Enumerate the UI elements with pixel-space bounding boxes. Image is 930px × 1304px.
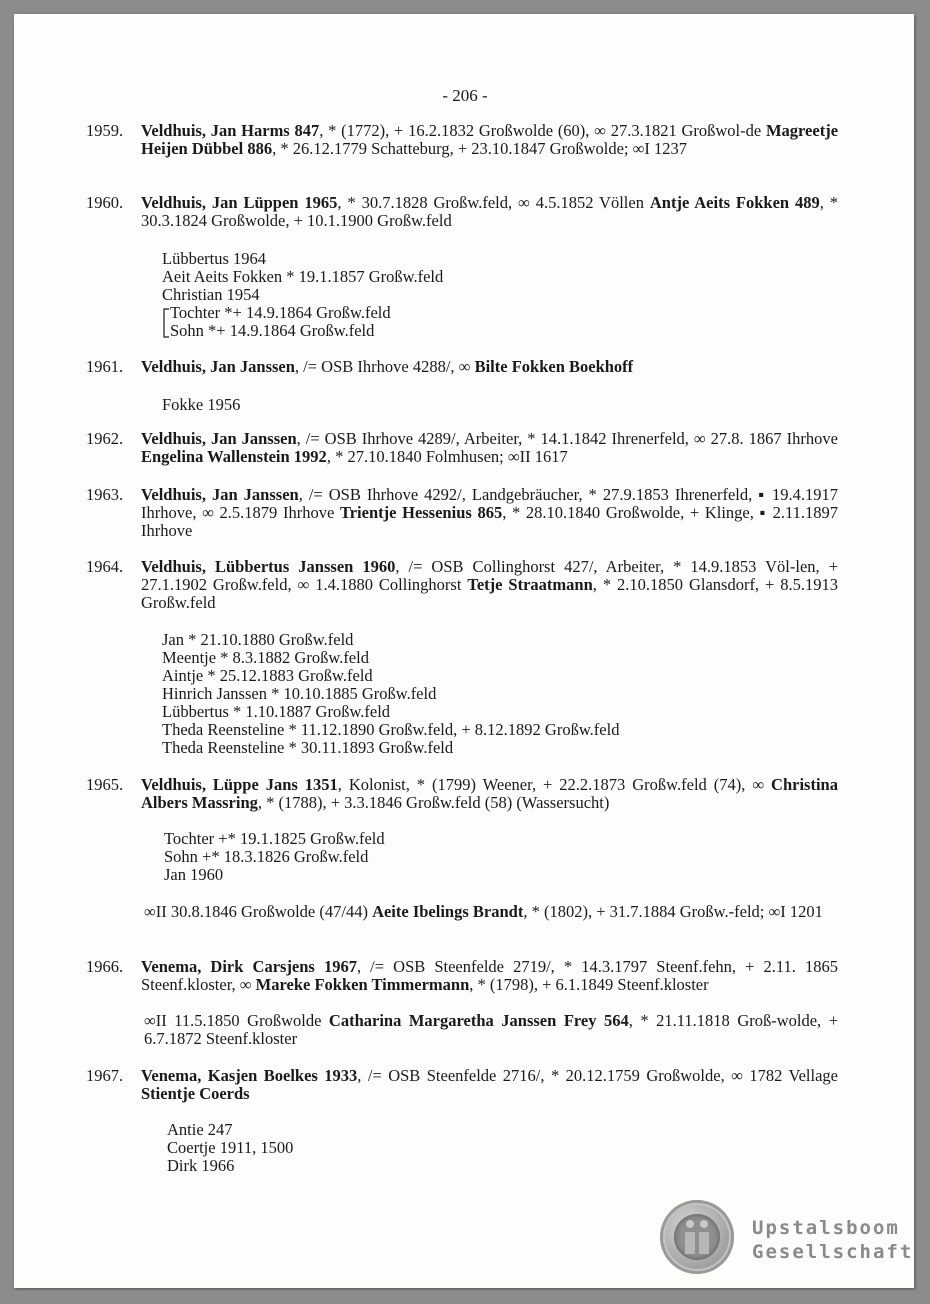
child-item: Antie 247 bbox=[167, 1120, 233, 1139]
child-item: Aeit Aeits Fokken * 19.1.1857 Großw.feld bbox=[162, 267, 444, 286]
marriage-spouse: Catharina Margaretha Janssen Frey 564 bbox=[328, 1011, 629, 1030]
entry-details: , * 30.7.1828 Großw.feld, ∞ 4.5.1852 Völlen bbox=[337, 193, 650, 212]
marriage-details: ∞II 30.8.1846 Großwolde (47/44) bbox=[144, 902, 373, 921]
child-item: Theda Reensteline * 11.12.1890 Großw.feld, + 8.12.1892 Großw.feld bbox=[162, 720, 620, 739]
entry-1963 bbox=[86, 486, 838, 540]
entry-person: Veldhuis, Jan Janssen bbox=[141, 357, 295, 376]
entry-spouse: Trientje Hessenius 865 bbox=[339, 503, 503, 522]
entry-person: Veldhuis, Lüppe Jans 1351 bbox=[141, 775, 338, 794]
child-item: Sohn +* 18.3.1826 Großw.feld bbox=[164, 847, 369, 866]
seal-icon bbox=[660, 1200, 734, 1274]
entry-person: Veldhuis, Lübbertus Janssen 1960 bbox=[141, 557, 396, 576]
page-number: - 206 - bbox=[442, 86, 488, 105]
entry-details: , * 2.10.1850 Glansdorf, + 8.5.1913 Großw.feld bbox=[141, 575, 838, 612]
entry-details: , * 28.10.1840 Großwolde, + Klinge, ▪ 2.11.1897 Ihrhove bbox=[141, 503, 839, 540]
entry-person: Veldhuis, Jan Janssen bbox=[141, 429, 297, 448]
child-item: Tochter +* 19.1.1825 Großw.feld bbox=[164, 829, 385, 848]
entry-person: Venema, Dirk Carsjens 1967 bbox=[141, 957, 357, 976]
entry-number: 1964. bbox=[86, 557, 124, 576]
entry-number: 1959. bbox=[86, 121, 124, 140]
child-item: Jan * 21.10.1880 Großw.feld bbox=[162, 630, 354, 649]
entry-spouse: Bilte Fokken Boekhoff bbox=[474, 357, 634, 376]
marriage-details: , * (1802), + 31.7.1884 Großw.-feld; ∞I 1201 bbox=[523, 902, 823, 921]
entry-number: 1962. bbox=[86, 429, 124, 448]
child-item: Dirk 1966 bbox=[167, 1156, 235, 1175]
children-list bbox=[162, 631, 619, 757]
child-item: Hinrich Janssen * 10.10.1885 Großw.feld bbox=[162, 684, 437, 703]
twin-bracket-icon bbox=[162, 308, 170, 338]
entry-number: 1961. bbox=[86, 357, 124, 376]
child-item: Aintje * 25.12.1883 Großw.feld bbox=[162, 666, 373, 685]
entry-1960 bbox=[86, 194, 838, 230]
entry-details: , * (1788), + 3.3.1846 Großw.feld (58) (Wassersucht) bbox=[257, 793, 610, 812]
logo-wordmark bbox=[752, 1216, 913, 1264]
entry-number: 1966. bbox=[86, 957, 124, 976]
child-item: Jan 1960 bbox=[164, 865, 224, 884]
marriage-details: ∞II 11.5.1850 Großwolde bbox=[144, 1011, 329, 1030]
entry-number: 1963. bbox=[86, 485, 124, 504]
entry-1959 bbox=[86, 122, 838, 158]
entry-spouse: Mareke Fokken Timmermann bbox=[255, 975, 470, 994]
child-item: Sohn *+ 14.9.1864 Großw.feld bbox=[170, 321, 375, 340]
society-logo bbox=[660, 1200, 914, 1274]
children-list bbox=[164, 830, 385, 884]
entry-details: , /= OSB Steenfelde 2716/, * 20.12.1759 Großwolde, ∞ 1782 Vellage bbox=[357, 1066, 838, 1085]
children-list bbox=[162, 250, 443, 340]
child-item: Meentje * 8.3.1882 Großw.feld bbox=[162, 648, 369, 667]
entry-details: , * (1798), + 6.1.1849 Steenf.kloster bbox=[469, 975, 709, 994]
entry-details: , Kolonist, * (1799) Weener, + 22.2.1873 Großw.feld (74), ∞ bbox=[337, 775, 772, 794]
entry-1965 bbox=[86, 776, 838, 812]
entry-details: , /= OSB Collinghorst 427/, Arbeiter, * 14.9.1853 Völ-len, + 27.1.1902 Großw.feld, ∞ 1.4.1880 Collinghorst bbox=[141, 557, 839, 594]
entry-person: Venema, Kasjen Boelkes 1933 bbox=[141, 1066, 358, 1085]
entry-details: , /= OSB Ihrhove 4288/, ∞ bbox=[294, 357, 475, 376]
child-item: Tochter *+ 14.9.1864 Großw.feld bbox=[170, 303, 391, 322]
second-marriage bbox=[144, 1012, 838, 1048]
figures-icon bbox=[682, 1218, 712, 1256]
marriage-spouse: Aeite Ibelings Brandt bbox=[372, 902, 524, 921]
entry-details: , * 30.3.1824 Großwolde, + 10.1.1900 Großw.feld bbox=[141, 193, 839, 230]
entry-spouse: Stientje Coerds bbox=[141, 1084, 250, 1103]
entry-details: , * (1772), + 16.2.1832 Großwolde (60), ∞ 27.3.1821 Großwol-de bbox=[319, 121, 766, 140]
entry-1962 bbox=[86, 430, 838, 466]
child-item: Theda Reensteline * 30.11.1893 Großw.feld bbox=[162, 738, 454, 757]
children-list bbox=[167, 1121, 293, 1175]
child-item: Fokke 1956 bbox=[162, 395, 241, 414]
entry-spouse: Antje Aeits Fokken 489 bbox=[649, 193, 820, 212]
child-item: Coertje 1911, 1500 bbox=[167, 1138, 294, 1157]
entry-spouse: Christina Albers Massring bbox=[141, 775, 838, 812]
entry-spouse: Tetje Straatmann bbox=[467, 575, 593, 594]
child-item: Lübbertus * 1.10.1887 Großw.feld bbox=[162, 702, 391, 721]
entry-number: 1967. bbox=[86, 1066, 124, 1085]
entry-1961 bbox=[86, 358, 838, 376]
entry-person: Veldhuis, Jan Janssen bbox=[141, 485, 299, 504]
entry-details: , /= OSB Steenfelde 2719/, * 14.3.1797 Steenf.fehn, + 2.11. 1865 Steenf.kloster, ∞ bbox=[141, 957, 838, 994]
entry-number: 1960. bbox=[86, 193, 124, 212]
entry-1966 bbox=[86, 958, 838, 994]
logo-line-1: Upstalsboom bbox=[752, 1217, 900, 1239]
entry-1967 bbox=[86, 1067, 838, 1103]
entry-spouse: Engelina Wallenstein 1992 bbox=[141, 447, 327, 466]
entry-person: Veldhuis, Jan Lüppen 1965 bbox=[141, 193, 338, 212]
entry-details: , /= OSB Ihrhove 4292/, Landgebräucher, * 27.9.1853 Ihrenerfeld, ▪ 19.4.1917 Ihrhove, ∞ 2.5.1879 Ihrhove bbox=[141, 485, 839, 522]
marriage-details: , * 21.11.1818 Groß-wolde, + 6.7.1872 Steenf.kloster bbox=[144, 1011, 838, 1048]
child-item: Lübbertus 1964 bbox=[162, 249, 267, 268]
entry-1964 bbox=[86, 558, 838, 612]
entry-details: , /= OSB Ihrhove 4289/, Arbeiter, * 14.1.1842 Ihrenerfeld, ∞ 27.8. 1867 Ihrhove bbox=[296, 429, 838, 448]
entry-spouse: Magreetje Heijen Dübbel 886 bbox=[141, 121, 839, 158]
second-marriage bbox=[144, 903, 838, 921]
entry-person: Veldhuis, Jan Harms 847 bbox=[141, 121, 320, 140]
entry-details: , * 27.10.1840 Folmhusen; ∞II 1617 bbox=[326, 447, 568, 466]
entry-number: 1965. bbox=[86, 775, 124, 794]
entry-details: , * 26.12.1779 Schatteburg, + 23.10.1847 Großwolde; ∞I 1237 bbox=[272, 139, 687, 158]
logo-line-2: Gesellschaft bbox=[752, 1241, 914, 1263]
children-list bbox=[162, 396, 240, 414]
child-item: Christian 1954 bbox=[162, 285, 260, 304]
